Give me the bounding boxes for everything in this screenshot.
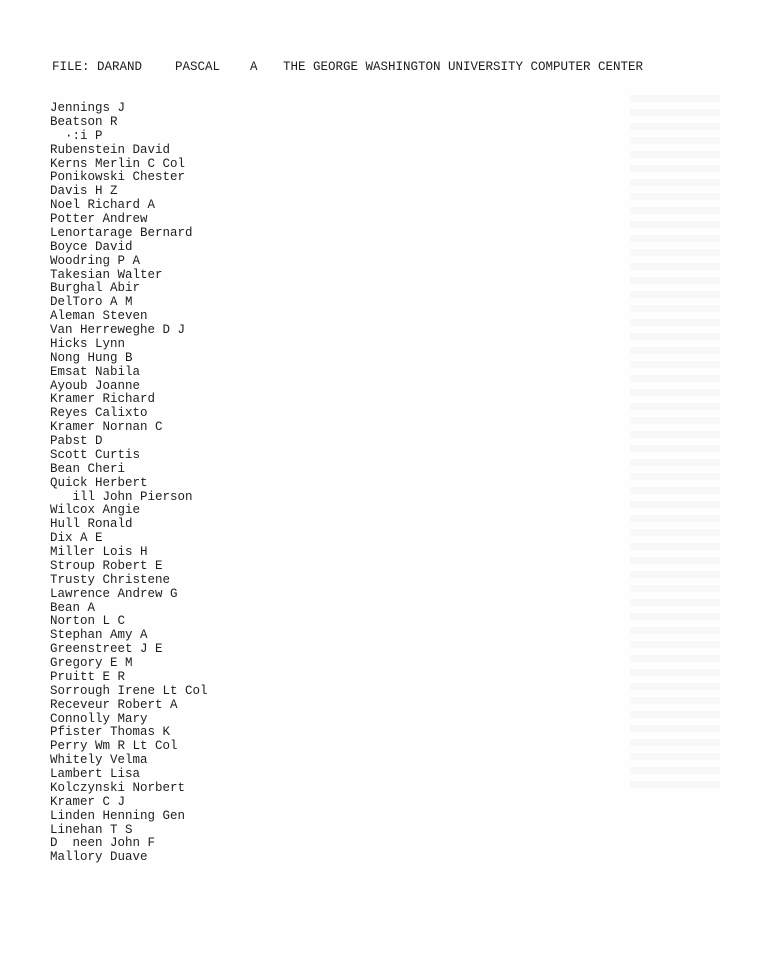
name-entry: Lenortarage Bernard <box>50 225 193 240</box>
name-entry: Van Herreweghe D J <box>50 323 186 337</box>
name-entry: Sorrough Irene Lt Col <box>50 683 208 698</box>
name-entry: Burghal Abir <box>50 281 141 296</box>
name-entry: Kerns Merlin C Col <box>50 156 186 171</box>
name-entry: Pabst D <box>50 434 103 448</box>
name-entry: ill John Pierson <box>50 489 193 504</box>
name-entry: Pfister Thomas K <box>50 725 171 740</box>
name-entry: Jennings J <box>50 101 126 115</box>
name-entry: Lambert Lisa <box>50 767 141 781</box>
name-list <box>50 102 208 865</box>
name-entry: Reyes Calixto <box>50 406 148 421</box>
institution-name: THE GEORGE WASHINGTON UNIVERSITY COMPUTER CENTER <box>283 60 644 74</box>
name-entry: Pruitt E R <box>50 669 126 684</box>
name-entry: Gregory E M <box>50 656 133 670</box>
name-entry: Rubenstein David <box>50 142 171 157</box>
name-entry: Lawrence Andrew G <box>50 586 178 601</box>
name-entry: Scott Curtis <box>50 447 141 462</box>
file-label: FILE: DARAND <box>52 60 143 74</box>
name-entry: Woodring P A <box>50 253 141 268</box>
name-entry: Davis H Z <box>50 184 118 199</box>
name-entry: Nong Hung B <box>50 350 133 365</box>
name-entry: Norton L C <box>50 614 126 629</box>
name-entry: Stephan Amy A <box>50 628 148 643</box>
bleed-through-text <box>630 95 720 795</box>
name-entry: Trusty Christene <box>50 572 171 587</box>
name-entry: Wilcox Angie <box>50 503 141 518</box>
name-entry: Emsat Nabila <box>50 364 141 379</box>
name-entry: Ayoub Joanne <box>50 378 141 393</box>
name-entry: Beatson R <box>50 114 118 129</box>
name-entry: Mallory Duave <box>50 850 148 865</box>
name-entry: Kramer Richard <box>50 392 156 407</box>
name-entry: DelToro A M <box>50 295 133 310</box>
name-entry: Whitely Velma <box>50 753 148 768</box>
name-entry: ·:i P <box>50 128 103 143</box>
name-entry: Takesian Walter <box>50 267 163 282</box>
file-middle-initial: A <box>250 60 258 74</box>
name-entry: Noel Richard A <box>50 198 156 213</box>
name-entry: Greenstreet J E <box>50 642 163 657</box>
name-entry: Hicks Lynn <box>50 336 126 351</box>
file-first-name: PASCAL <box>175 60 221 74</box>
name-entry: Boyce David <box>50 239 133 254</box>
name-entry: Connolly Mary <box>50 711 148 726</box>
name-entry: Quick Herbert <box>50 475 148 490</box>
file-header <box>52 60 643 74</box>
name-entry: Kramer C J <box>50 794 126 809</box>
name-entry: Potter Andrew <box>50 212 148 226</box>
name-entry: Miller Lois H <box>50 545 148 559</box>
name-entry: Kramer Nornan C <box>50 420 163 435</box>
name-entry: Aleman Steven <box>50 309 148 324</box>
name-entry: Linden Henning Gen <box>50 808 186 823</box>
name-entry: Hull Ronald <box>50 517 133 532</box>
name-entry: Bean Cheri <box>50 461 126 476</box>
name-entry: D neen John F <box>50 836 156 851</box>
name-entry: Kolczynski Norbert <box>50 780 186 795</box>
name-entry: Dix A E <box>50 531 103 546</box>
name-entry: Linehan T S <box>50 822 133 837</box>
name-entry: Bean A <box>50 600 96 615</box>
name-entry: Perry Wm R Lt Col <box>50 739 178 754</box>
name-entry: Stroup Robert E <box>50 558 163 573</box>
name-entry: Ponikowski Chester <box>50 170 186 185</box>
name-entry: Receveur Robert A <box>50 697 178 712</box>
